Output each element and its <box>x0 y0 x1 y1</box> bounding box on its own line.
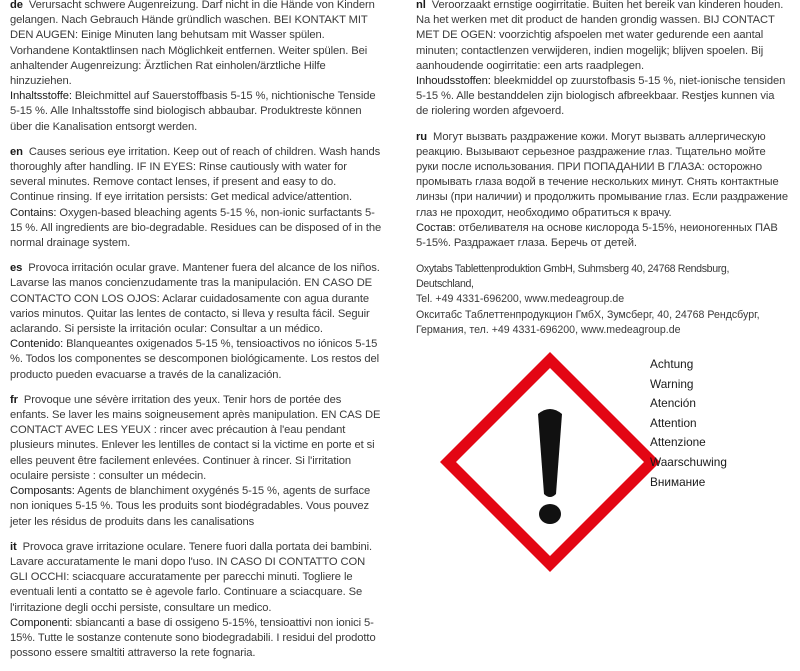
ingredients-label: Contenido: <box>10 338 64 351</box>
hazard-text: Provoca grave irritazione oculare. Tenere fuori dalla portata dei bambini. Lavare accuratamente le mani dopo l'uso. IN CASO DI CONTATTO CON GLI OCCHI: sciacquare accuratamente per parecchi minuti. Togliere le eventuali lenti a contatto se è agevole farlo. Continuare a sciacquare. Se l'irritazione degli occhi persiste, consultare un medico. <box>10 540 373 614</box>
ingredients-label: Composants: <box>10 485 75 498</box>
section-nl <box>416 0 788 120</box>
section-de <box>10 0 382 135</box>
left-column <box>10 0 382 671</box>
section-ru <box>416 130 788 252</box>
company-address-ru: Окситабс Таблеттенпродукцион ГмбХ, Зумсберг, 40, 24768 Рендсбург, <box>416 308 760 321</box>
ingredients-text: отбеливателя на основе кислорода 5-15%, неионогенных ПАВ 5-15%. Раздражает глаза. Беречь от детей. <box>416 221 778 250</box>
ingredients-label: Состав: <box>416 221 456 234</box>
exclamation-hazard-diamond-icon <box>432 344 668 580</box>
language-code: fr <box>10 393 18 406</box>
ingredients-label: Inhoudsstoffen: <box>416 75 491 88</box>
ingredients-text: sbiancanti a base di ossigeno 5-15%, tensioattivi non ionici 5-15%. Tutte le sostanze contenute sono biodegradabili. I residui del prodotto possono essere smaltiti attraverso la rete fognaria. <box>10 616 376 660</box>
hazard-text: Causes serious eye irritation. Keep out of reach of children. Wash hands thoroughly after handling. IF IN EYES: Rinse cautiously with water for several minutes. Remove contact lenses, if present and easy to do. Continue rinsing. If eye irritation persists: Get medical advice/attention. <box>10 145 381 204</box>
right-column <box>416 0 788 261</box>
signal-word-it: Attenzione <box>650 435 706 450</box>
company-contact-de: Tel. +49 4331-696200, www.medeagroup.de <box>416 293 625 306</box>
section-it <box>10 540 382 662</box>
hazard-text: Provoque une sévère irritation des yeux. Tenir hors de portée des enfants. Se laver les mains soigneusement après manipulation. EN CAS DE CONTACT AVEC LES YEUX : rincer avec précaution à l'eau pendant plusieurs minutes. Enlever les lentilles de contact si la victime en porte et si elles peuvent être facilement enlevées. Continuer à rincer. Si l'irritation oculaire persiste : consulter un médecin. <box>10 393 381 482</box>
language-code: nl <box>416 0 426 11</box>
ingredients-text: bleekmiddel op zuurstofbasis 5-15 %, niet-ionische tensiden 5-15 %. Alle bestanddelen zijn biologisch afbreekbaar. Restjes kunnen via de riolering worden afgevoerd. <box>416 75 786 118</box>
ingredients-text: Bleichmittel auf Sauerstoffbasis 5-15 %, nichtionische Tenside 5-15 %. Alle Inhaltsstoffe sind biologisch abbaubar. Produktreste können über die Kanalisation entsorgt werden. <box>10 90 376 133</box>
hazard-text: Могут вызвать раздражение кожи. Могут вызвать аллергическую реакцию. Вызывают серьезное раздражение глаз. Тщательно мойте руки после использования. ПРИ ПОПАДАНИИ В ГЛАЗА: осторожно промывать глаза водой в течение нескольких минут. Снять контактные линзы (при наличии) и продолжить промывание глаз. Если раздражение глаз не проходит, необходимо обратиться к врачу. <box>416 130 788 219</box>
hazard-text: Verursacht schwere Augenreizung. Darf nicht in die Hände von Kindern gelangen. Nach Gebrauch Hände gründlich waschen. BEI KONTAKT MIT DEN AUGEN: Einige Minuten lang behutsam mit Wasser spülen. Vorhandene Kontaktlinsen nach Möglichkeit entfernen. Weiter spülen. Bei anhaltender Augenreizung: Ärztlichen Rat einholen/ärztliche Hilfe hinzuziehen. <box>10 0 375 88</box>
company-info <box>416 262 788 338</box>
signal-word-nl: Waarschuwing <box>650 454 727 469</box>
ingredients-label: Contains: <box>10 206 57 219</box>
signal-word-fr: Attention <box>650 415 697 430</box>
section-fr <box>10 393 382 530</box>
language-code: it <box>10 540 17 553</box>
signal-word-ru: Внимание <box>650 474 706 489</box>
exclamation-dot <box>539 504 561 524</box>
hazard-text: Veroorzaakt ernstige oogirritatie. Buiten het bereik van kinderen houden. Na het werken met dit product de handen grondig wassen. BIJ CONTACT MET DE OGEN: voorzichtig afspoelen met water gedurende een aantal minuten; contactlenzen verwijderen, indien mogelijk; blijven spoelen. Bij aanhoudende oogirritatie: een arts raadplegen. <box>416 0 784 72</box>
section-es <box>10 261 382 383</box>
ingredients-text: Agents de blanchiment oxygénés 5-15 %, agents de surface non ioniques 5-15 %. Tous les produits sont biodégradables. Vous pouvez jeter les résidus de produits dans les canalisations <box>10 485 371 528</box>
language-code: es <box>10 262 23 275</box>
signal-word-de: Achtung <box>650 357 694 371</box>
section-en <box>10 145 382 251</box>
ingredients-text: Blanqueantes oxigenados 5-15 %, tensioactivos no iónicos 5-15 %. Todos los componentes se descomponen biológicamente. Los restos del producto pueden evacuarse a través de la canalización. <box>10 338 380 381</box>
language-code: ru <box>416 130 427 143</box>
signal-words <box>650 355 727 492</box>
ingredients-text: Oxygen-based bleaching agents 5-15 %, non-ionic surfactants 5-15 %. All ingredients are bio-degradable. Residues can be disposed of in the normal drainage system. <box>10 206 382 250</box>
language-code: en <box>10 145 23 158</box>
company-contact-ru: Германия, тел. +49 4331-696200, www.medeagroup.de <box>416 323 681 336</box>
signal-word-es: Atención <box>650 396 696 411</box>
company-address-de: Oxytabs Tablettenproduktion GmbH, Suhmsberg 40, 24768 Rendsburg, Deutschland, <box>416 263 730 291</box>
hazard-text: Provoca irritación ocular grave. Mantener fuera del alcance de los niños. Lavarse las manos concienzudamente tras la manipulación. EN CASO DE CONTACTO CON LOS OJOS: Aclarar cuidadosamente con agua durante varios minutos. Quitar las lentes de contacto, si lleva y resulta fácil. Seguir aclarando. Si persiste la irritación ocular: Consultar a un médico. <box>10 262 380 336</box>
signal-word-en: Warning <box>650 376 694 391</box>
language-code: de <box>10 0 23 11</box>
ingredients-label: Componenti: <box>10 616 73 629</box>
ingredients-label: Inhaltsstoffe: <box>10 90 72 103</box>
